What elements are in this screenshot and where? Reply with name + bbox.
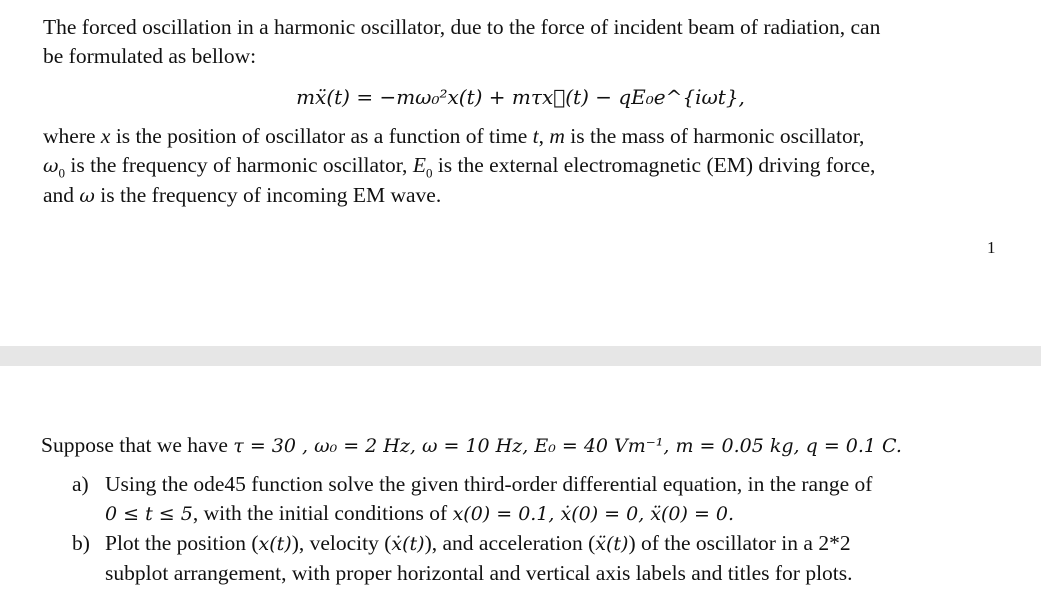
definitions-paragraph <box>43 122 1003 211</box>
definitions-text: is the mass of harmonic oscillator, <box>564 124 865 148</box>
definitions-text: and <box>43 183 80 207</box>
document-page-2 <box>0 366 1041 602</box>
page-break <box>0 346 1041 366</box>
definitions-text: is the frequency of incoming EM wave. <box>94 183 442 207</box>
item-b-text: Plot the position ( <box>105 531 259 555</box>
initial-conditions: x(0) = 0.1, ẋ(0) = 0, ẍ(0) = 0. <box>452 503 735 525</box>
var-omega0-subscript: 0 <box>58 165 65 181</box>
given-parameters <box>41 431 902 461</box>
definitions-text: is the position of oscillator as a function of time <box>110 124 533 148</box>
item-b-text: ), velocity ( <box>291 531 392 555</box>
equation-text: mẍ(t) = −mω₀²x(t) + mτx⃛(t) − qE₀e^{iωt}, <box>296 85 745 109</box>
var-E0: E <box>412 153 426 177</box>
list-label: b) <box>72 531 90 555</box>
var-x: x <box>100 124 111 148</box>
list-item-a <box>72 470 1012 529</box>
position-expr: x(t) <box>258 533 292 555</box>
definitions-text: is the frequency of harmonic oscillator, <box>65 153 413 177</box>
item-b-line-2: subplot arrangement, with proper horizontal and vertical axis labels and titles for plots. <box>105 561 853 585</box>
item-a-line-1: Using the ode45 function solve the given third-order differential equation, in the range of <box>105 472 873 496</box>
page-number: 1 <box>987 238 996 257</box>
definitions-text: where <box>43 124 101 148</box>
given-lead-text: Suppose that we have <box>41 433 234 457</box>
intro-line-2: be formulated as bellow: <box>43 44 257 68</box>
list-item-b <box>72 529 1012 588</box>
var-t: t <box>532 124 539 148</box>
var-m: m <box>549 124 565 148</box>
given-values: τ = 30 , ω₀ = 2 Hz, ω = 10 Hz, E₀ = 40 Vm⁻¹, m = 0.05 kg, q = 0.1 C. <box>233 435 902 457</box>
var-omega0: ω <box>43 155 59 177</box>
acceleration-expr: ẍ(t) <box>595 533 629 555</box>
velocity-expr: ẋ(t) <box>391 533 425 555</box>
definitions-text: , <box>538 124 550 148</box>
oscillator-equation <box>0 82 1041 112</box>
list-label: a) <box>72 472 89 496</box>
item-a-text: , with the initial conditions of <box>192 501 453 525</box>
item-b-text: ) of the oscillator in a 2*2 <box>628 531 851 555</box>
intro-paragraph <box>43 13 1003 71</box>
definitions-text: is the external electromagnetic (EM) driving force, <box>432 153 876 177</box>
var-omega: ω <box>79 185 95 207</box>
item-b-text: ), and acceleration ( <box>424 531 596 555</box>
time-range: 0 ≤ t ≤ 5 <box>105 503 193 525</box>
var-E0-subscript: 0 <box>425 165 433 181</box>
intro-line-1: The forced oscillation in a harmonic oscillator, due to the force of incident beam of radiation, can <box>43 15 881 39</box>
